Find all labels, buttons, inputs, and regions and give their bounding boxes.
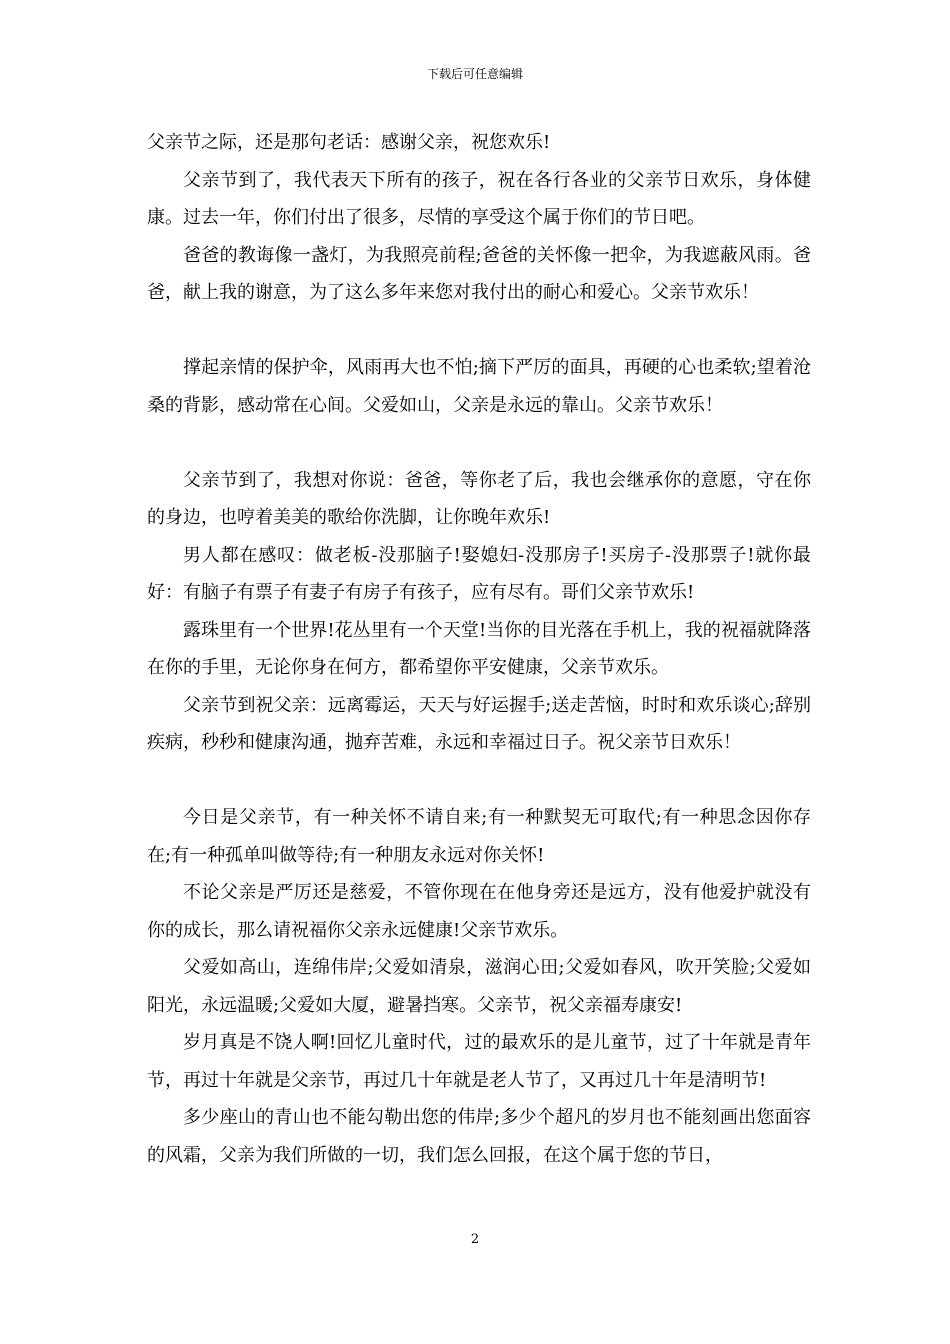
paragraph: 父爱如高山，连绵伟岸;父爱如清泉，滋润心田;父爱如春风，吹开笑脸;父爱如阳光，永远温暖;父爱如大厦，避暑挡寒。父亲节，祝父亲福寿康安! bbox=[147, 957, 811, 1016]
paragraph: 父亲节之际，还是那句老话：感谢父亲，祝您欢乐! bbox=[147, 132, 551, 153]
page-header: 下载后可任意编辑 bbox=[426, 67, 523, 81]
paragraph: 岁月真是不饶人啊!回忆儿童时代，过的最欢乐的是儿童节，过了十年就是青年节，再过十年就是父亲节，再过几十年就是老人节了，又再过几十年是清明节! bbox=[147, 1032, 811, 1091]
paragraph: 爸爸的教诲像一盏灯，为我照亮前程;爸爸的关怀像一把伞，为我遮蔽风雨。爸爸，献上我的谢意，为了这么多年来您对我付出的耐心和爱心。父亲节欢乐！ bbox=[147, 244, 811, 303]
paragraph: 露珠里有一个世界!花丛里有一个天堂!当你的目光落在手机上，我的祝福就降落在你的手里，无论你身在何方，都希望你平安健康，父亲节欢乐。 bbox=[147, 619, 811, 678]
paragraph: 今日是父亲节，有一种关怀不请自来;有一种默契无可取代;有一种思念因你存在;有一种孤单叫做等待;有一种朋友永远对你关怀! bbox=[147, 807, 811, 866]
paragraph-spacer bbox=[147, 312, 811, 350]
paragraph: 男人都在感叹：做老板-没那脑子!娶媳妇-没那房子!买房子-没那票子!就你最好：有脑子有票子有妻子有房子有孩子，应有尽有。哥们父亲节欢乐! bbox=[147, 544, 811, 603]
paragraph: 多少座山的青山也不能勾勒出您的伟岸;多少个超凡的岁月也不能刻画出您面容的风霜，父亲为我们所做的一切，我们怎么回报，在这个属于您的节日， bbox=[147, 1107, 811, 1166]
paragraph: 父亲节到祝父亲：远离霉运，天天与好运握手;送走苦恼，时时和欢乐谈心;辞别疾病，秒秒和健康沟通，抛弃苦难，永远和幸福过日子。祝父亲节日欢乐！ bbox=[147, 694, 811, 753]
paragraph: 父亲节到了，我代表天下所有的孩子，祝在各行各业的父亲节日欢乐，身体健康。过去一年，你们付出了很多，尽情的享受这个属于你们的节日吧。 bbox=[147, 169, 811, 228]
paragraph: 撑起亲情的保护伞，风雨再大也不怕;摘下严厉的面具，再硬的心也柔软;望着沧桑的背影，感动常在心间。父爱如山，父亲是永远的靠山。父亲节欢乐！ bbox=[147, 357, 811, 416]
paragraph: 父亲节到了，我想对你说：爸爸，等你老了后，我也会继承你的意愿，守在你的身边，也哼着美美的歌给你洗脚，让你晚年欢乐! bbox=[147, 469, 811, 528]
document-body bbox=[147, 124, 811, 1174]
paragraph: 不论父亲是严厉还是慈爱，不管你现在在他身旁还是远方，没有他爱护就没有你的成长，那么请祝福你父亲永远健康!父亲节欢乐。 bbox=[147, 882, 811, 941]
page-number: 2 bbox=[470, 1232, 480, 1247]
paragraph-spacer bbox=[147, 762, 811, 800]
paragraph-spacer bbox=[147, 424, 811, 462]
